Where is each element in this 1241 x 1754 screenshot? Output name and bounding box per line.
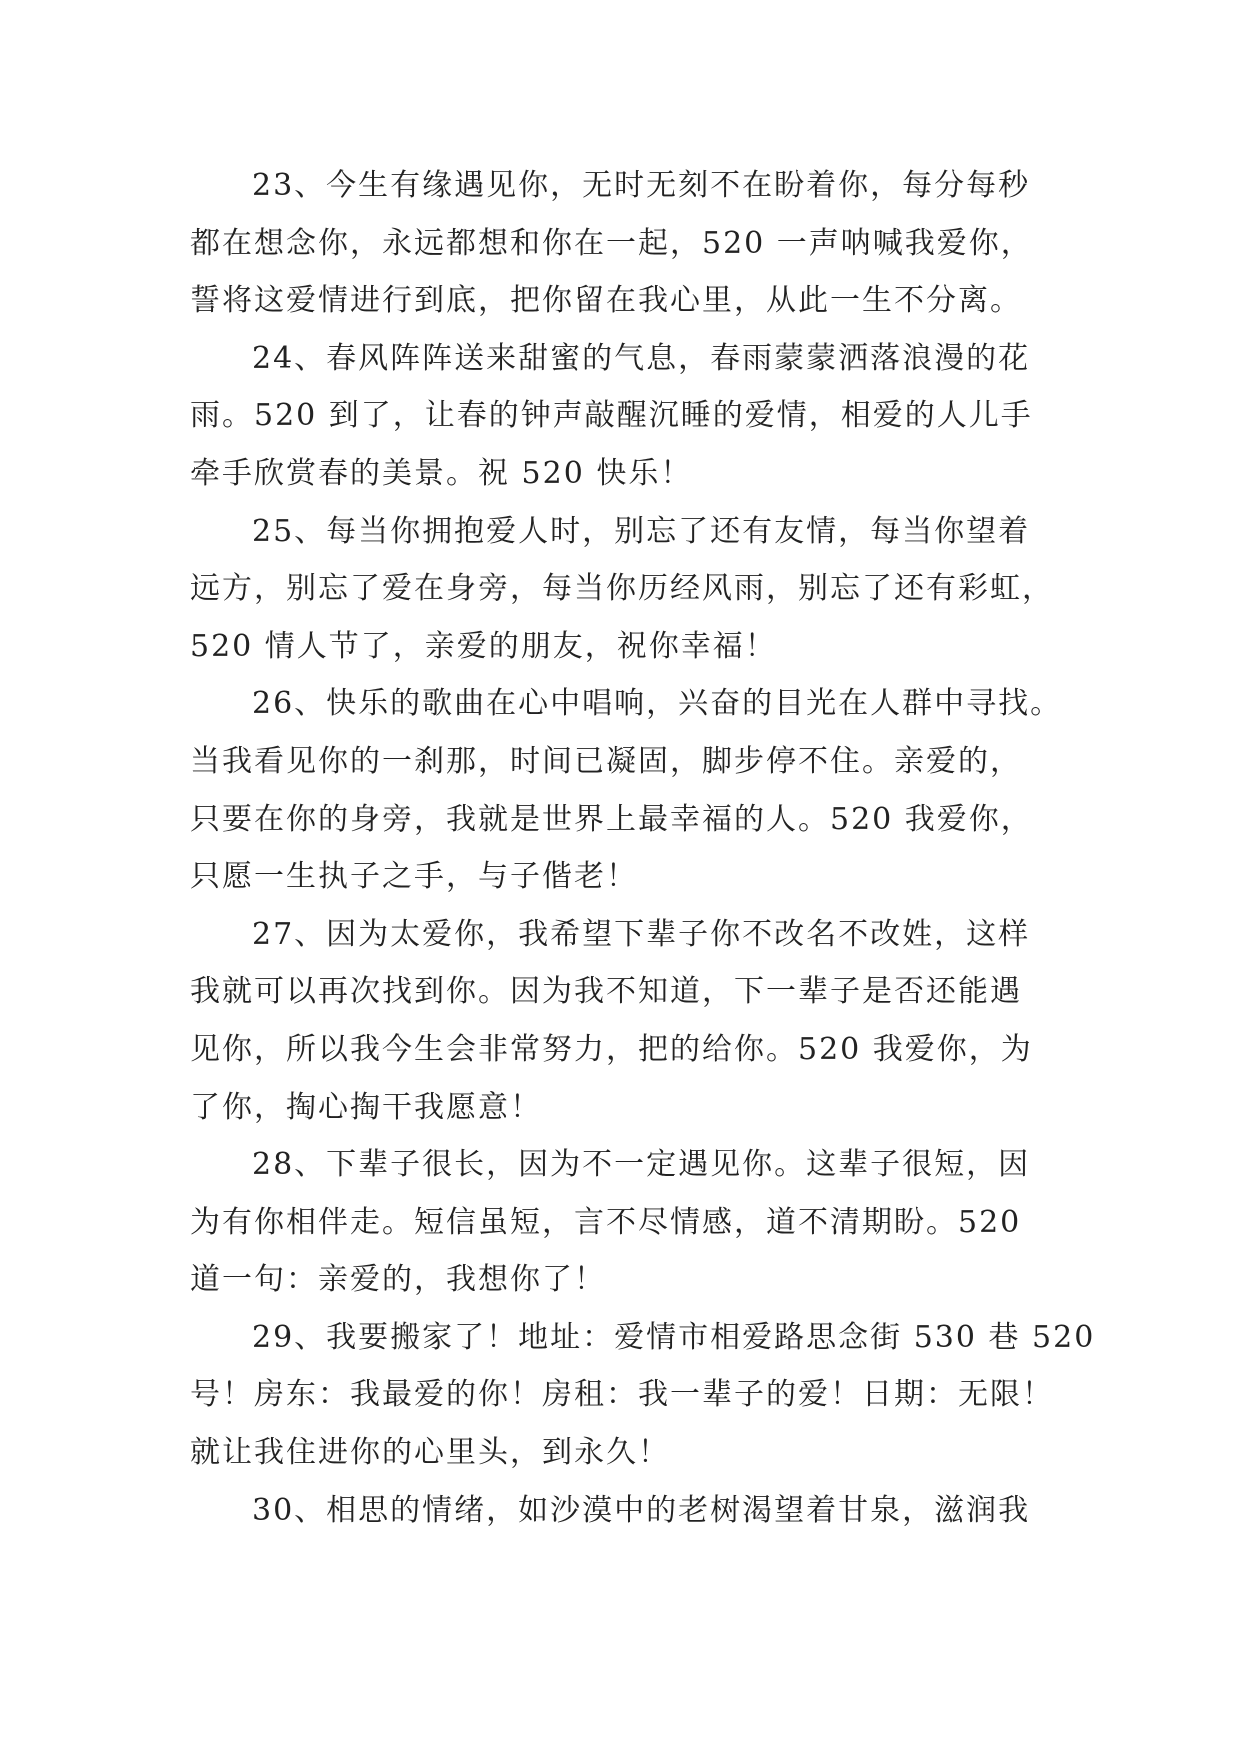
paragraph-first-line: 27、因为太爱你，我希望下辈子你不改名不改姓，这样 bbox=[252, 916, 1031, 952]
paragraph-line: 当我看见你的一刹那，时间已凝固，脚步停不住。亲爱的， bbox=[190, 743, 1022, 779]
paragraph-line: 520 情人节了，亲爱的朋友，祝你幸福！ bbox=[190, 628, 777, 664]
paragraph-line: 就让我住进你的心里头，到永久！ bbox=[190, 1435, 670, 1471]
paragraph-line: 雨。520 到了，让春的钟声敲醒沉睡的爱情，相爱的人儿手 bbox=[190, 398, 1033, 434]
paragraph-line: 都在想念你，永远都想和你在一起，520 一声呐喊我爱你， bbox=[190, 225, 1033, 261]
paragraph-line: 牵手欣赏春的美景。祝 520 快乐！ bbox=[190, 455, 693, 491]
paragraph-first-line: 28、下辈子很长，因为不一定遇见你。这辈子很短，因 bbox=[252, 1147, 1031, 1183]
paragraph-first-line: 25、每当你拥抱爱人时，别忘了还有友情，每当你望着 bbox=[252, 513, 1031, 549]
paragraph-first-line: 24、春风阵阵送来甜蜜的气息，春雨蒙蒙洒落浪漫的花 bbox=[252, 340, 1031, 376]
paragraph-line: 见你，所以我今生会非常努力，把的给你。520 我爱你，为 bbox=[190, 1031, 1033, 1067]
paragraph-line: 为有你相伴走。短信虽短，言不尽情感，道不清期盼。520 bbox=[190, 1204, 1022, 1240]
paragraph-line: 号！房东：我最爱的你！房租：我一辈子的爱！日期：无限！ bbox=[190, 1377, 1054, 1413]
paragraph-line: 只要在你的身旁，我就是世界上最幸福的人。520 我爱你， bbox=[190, 801, 1033, 837]
paragraph-line: 远方，别忘了爱在身旁，每当你历经风雨，别忘了还有彩虹， bbox=[190, 571, 1054, 607]
paragraph-first-line: 23、今生有缘遇见你，无时无刻不在盼着你，每分每秒 bbox=[252, 168, 1031, 203]
paragraph-line: 道一句：亲爱的，我想你了！ bbox=[190, 1262, 606, 1298]
paragraph-first-line: 26、快乐的歌曲在心中唱响，兴奋的目光在人群中寻找。 bbox=[252, 686, 1063, 722]
paragraph-line: 誓将这爱情进行到底，把你留在我心里，从此一生不分离。 bbox=[190, 283, 1022, 319]
paragraph-line: 我就可以再次找到你。因为我不知道，下一辈子是否还能遇 bbox=[190, 974, 1022, 1010]
document-body bbox=[190, 157, 1096, 1539]
paragraph-line: 只愿一生执子之手，与子偕老！ bbox=[190, 859, 638, 895]
paragraph-first-line: 30、相思的情绪，如沙漠中的老树渴望着甘泉，滋润我 bbox=[252, 1492, 1031, 1528]
paragraph-first-line: 29、我要搬家了！地址：爱情市相爱路思念街 530 巷 520 bbox=[252, 1319, 1096, 1355]
paragraph-line: 了你，掏心掏干我愿意！ bbox=[190, 1089, 542, 1125]
